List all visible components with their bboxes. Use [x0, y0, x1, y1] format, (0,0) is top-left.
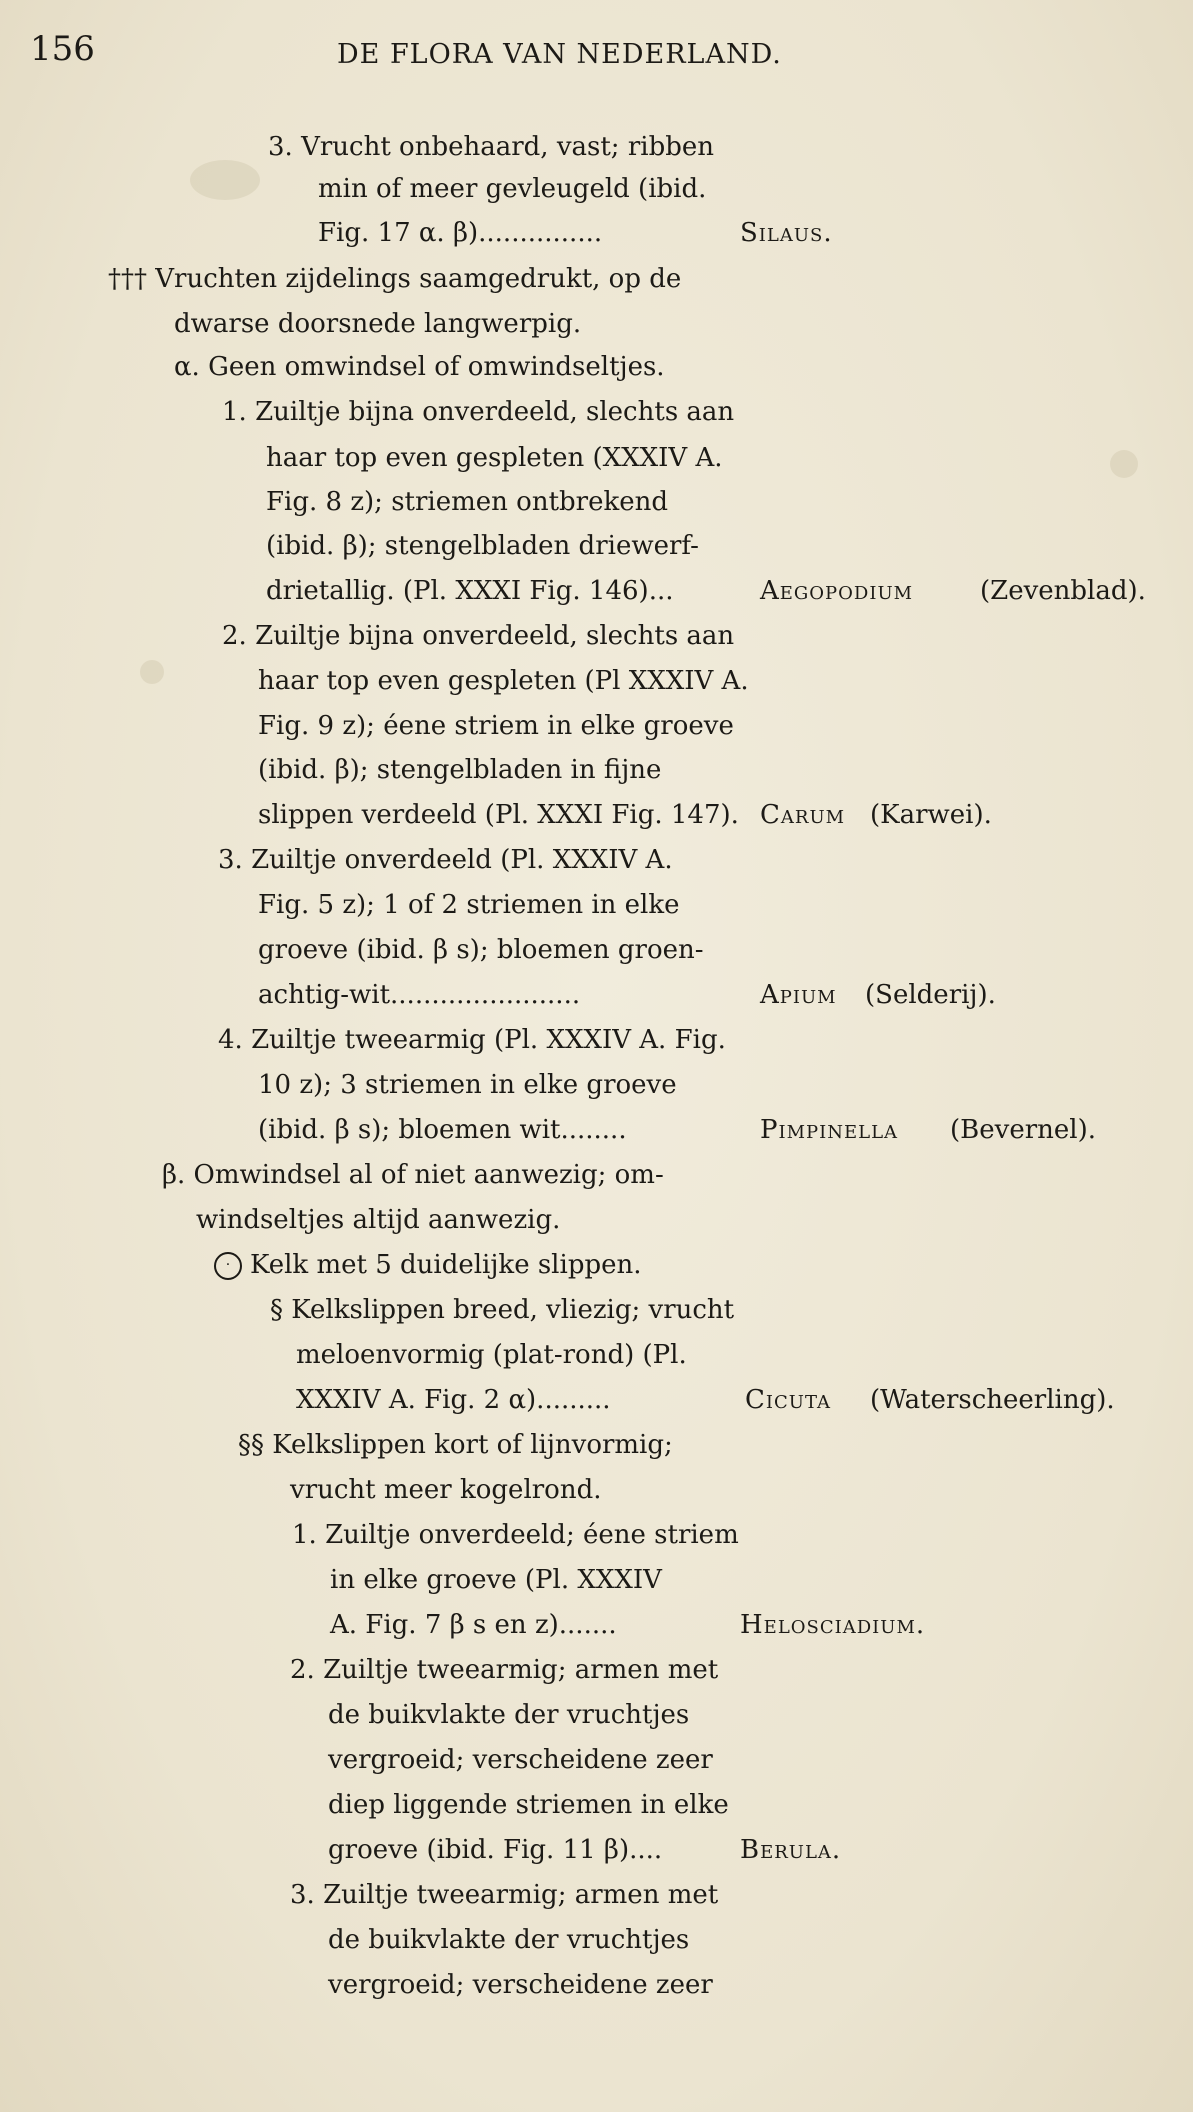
text-line: [258, 753, 661, 787]
genus-name: Helosciadium.: [740, 1610, 926, 1640]
line-text: 3. Zuiltje tweearmig; armen met: [290, 1880, 719, 1910]
page-number: 156: [30, 29, 95, 69]
line-text: vergroeid; verscheidene zeer: [328, 1745, 713, 1775]
page-stain: [140, 660, 164, 684]
genus-name: Aegopodium: [760, 576, 914, 606]
line-text: min of meer gevleugeld (ibid.: [318, 174, 707, 204]
line-text: Fig. 8 z); striemen ontbrekend: [266, 487, 669, 517]
line-text: 4. Zuiltje tweearmig (Pl. XXXIV A. Fig.: [218, 1025, 726, 1055]
line-text: Kelk met 5 duidelijke slippen.: [250, 1250, 642, 1280]
text-line: [266, 574, 673, 608]
line-text: in elke groeve (Pl. XXXIV: [330, 1565, 662, 1595]
text-line: [258, 978, 580, 1012]
line-text: dwarse doorsnede langwerpig.: [174, 309, 582, 339]
text-line: [296, 1338, 687, 1372]
line-text: 2. Zuiltje tweearmig; armen met: [290, 1655, 719, 1685]
genus-name: Carum: [760, 800, 846, 830]
genus-name: Silaus.: [740, 218, 833, 248]
text-line: [328, 1833, 662, 1867]
text-line: [218, 1023, 726, 1057]
line-text: meloenvormig (plat-rond) (Pl.: [296, 1340, 687, 1370]
line-text: vrucht meer kogelrond.: [290, 1475, 602, 1505]
circled-dot-icon: ·: [214, 1252, 242, 1280]
text-line: [330, 1608, 617, 1642]
line-text: 10 z); 3 striemen in elke groeve: [258, 1070, 677, 1100]
line-text: Fig. 9 z); éene striem in elke groeve: [258, 711, 734, 741]
genus-name: Pimpinella: [760, 1115, 899, 1145]
text-line: [328, 1968, 713, 2002]
text-line: [268, 130, 714, 164]
line-text: 3. Zuiltje onverdeeld (Pl. XXXIV A.: [218, 845, 673, 875]
text-line: [318, 172, 706, 206]
line-text: Fig. 5 z); 1 of 2 striemen in elke: [258, 890, 680, 920]
text-line: [290, 1653, 718, 1687]
text-line: [330, 1563, 662, 1597]
line-text: groeve (ibid. Fig. 11 β)....: [328, 1835, 663, 1865]
genus-name: Berula.: [740, 1835, 842, 1865]
text-line: [296, 1383, 611, 1417]
genus-name: Apium: [760, 980, 837, 1010]
text-line: [108, 262, 681, 296]
line-text: windseltjes altijd aanwezig.: [196, 1205, 561, 1235]
line-text: Fig. 17 α. β)...............: [318, 218, 603, 248]
line-text: slippen verdeeld (Pl. XXXI Fig. 147).: [258, 800, 739, 830]
line-text: 1. Zuiltje onverdeeld; éene striem: [292, 1520, 739, 1550]
text-line: [214, 1248, 642, 1282]
text-line: [290, 1473, 602, 1507]
line-text: haar top even gespleten (XXXIV A.: [266, 443, 723, 473]
text-line: [328, 1788, 729, 1822]
text-line: [328, 1923, 689, 1957]
text-line: [196, 1203, 560, 1237]
common-name: (Waterscheerling).: [870, 1385, 1115, 1415]
line-text: A. Fig. 7 β s en z).......: [330, 1610, 617, 1640]
common-name: (Karwei).: [870, 800, 992, 830]
text-line: [266, 529, 699, 563]
text-line: [222, 619, 734, 653]
line-text: ††† Vruchten zijdelings saamgedrukt, op de: [108, 264, 682, 294]
genus-name: Cicuta: [745, 1385, 831, 1415]
line-text: (ibid. β); stengelbladen driewerf-: [266, 531, 699, 561]
line-text: α. Geen omwindsel of omwindseltjes.: [174, 352, 665, 382]
text-line: [290, 1878, 718, 1912]
line-text: de buikvlakte der vruchtjes: [328, 1925, 690, 1955]
text-line: [258, 933, 704, 967]
line-text: de buikvlakte der vruchtjes: [328, 1700, 690, 1730]
text-line: [258, 1068, 677, 1102]
common-name: (Bevernel).: [950, 1115, 1096, 1145]
line-text: haar top even gespleten (Pl XXXIV A.: [258, 666, 749, 696]
line-text: drietallig. (Pl. XXXI Fig. 146)...: [266, 576, 674, 606]
text-line: [222, 395, 734, 429]
text-line: [328, 1698, 689, 1732]
text-line: [292, 1518, 739, 1552]
line-text: 3. Vrucht onbehaard, vast; ribben: [268, 132, 714, 162]
common-name: (Selderij).: [865, 980, 996, 1010]
text-line: [258, 888, 680, 922]
line-text: 2. Zuiltje bijna onverdeeld, slechts aan: [222, 621, 735, 651]
text-line: [258, 709, 734, 743]
text-line: [238, 1428, 673, 1462]
text-line: [258, 664, 749, 698]
text-line: [162, 1158, 664, 1192]
text-line: [258, 1113, 627, 1147]
text-line: [174, 350, 665, 384]
text-line: [174, 307, 581, 341]
line-text: (ibid. β); stengelbladen in fijne: [258, 755, 662, 785]
line-text: diep liggende striemen in elke: [328, 1790, 729, 1820]
page-stain: [190, 160, 260, 200]
text-line: [270, 1293, 734, 1327]
common-name: (Zevenblad).: [980, 576, 1146, 606]
line-text: § Kelkslippen breed, vliezig; vrucht: [270, 1295, 735, 1325]
line-text: β. Omwindsel al of niet aanwezig; om-: [162, 1160, 664, 1190]
running-header: DE FLORA VAN NEDERLAND.: [337, 39, 782, 70]
line-text: vergroeid; verscheidene zeer: [328, 1970, 713, 2000]
text-line: [258, 798, 739, 832]
line-text: groeve (ibid. β s); bloemen groen-: [258, 935, 704, 965]
text-line: [328, 1743, 713, 1777]
line-text: 1. Zuiltje bijna onverdeeld, slechts aan: [222, 397, 735, 427]
text-line: [266, 485, 668, 519]
text-line: [318, 216, 602, 250]
line-text: §§ Kelkslippen kort of lijnvormig;: [238, 1430, 673, 1460]
line-text: XXXIV A. Fig. 2 α).........: [296, 1385, 611, 1415]
line-text: achtig-wit.......................: [258, 980, 581, 1010]
line-text: (ibid. β s); bloemen wit........: [258, 1115, 627, 1145]
text-line: [266, 441, 723, 475]
page-stain: [1110, 450, 1138, 478]
text-line: [218, 843, 673, 877]
